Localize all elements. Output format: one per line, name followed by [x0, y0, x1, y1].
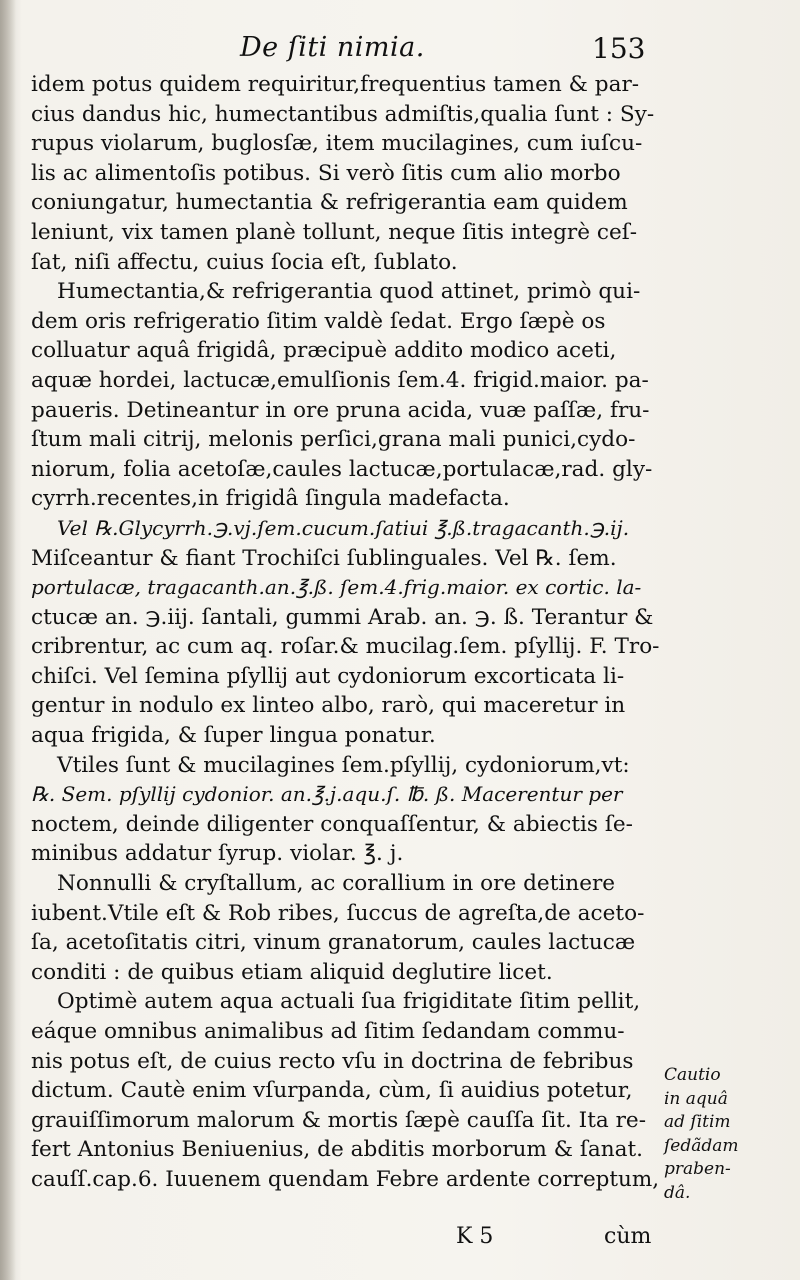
text-line: eáque omnibus animalibus ad ſitim ſedandam commu-	[31, 1019, 625, 1044]
marginal-note-line: Cautio	[664, 1065, 721, 1085]
text-line: cius dandus hic, humectantibus admiſtis,qualia ſunt : Sy-	[31, 101, 655, 127]
marginal-note-line: in aquâ	[664, 1088, 728, 1109]
text-line: noctem, deinde diligenter conquaſſentur, & abiectis ſe-	[31, 811, 633, 837]
paragraph-start-line: Nonnulli & cryſtallum, ac corallium in ore detinere	[57, 871, 616, 897]
text-line: cauſſ.cap.6. Iuuenem quendam Febre ardente correptum,	[31, 1166, 660, 1192]
text-line: gentur in nodulo ex linteo albo, rarò, qui maceretur in	[31, 693, 626, 719]
page-gutter-shadow	[0, 0, 16, 1280]
text-line: ſat, niſi affectu, cuius ſocia eſt, ſublato.	[31, 249, 458, 275]
text-line: fert Antonius Beniuenius, de abditis morborum & ſanat.	[31, 1137, 644, 1163]
text-line: lis ac alimentoſis potibus. Si verò ſitis cum alio morbo	[31, 160, 621, 186]
catchword: cùm	[604, 1224, 652, 1249]
text-line: paueris. Detineantur in ore pruna acida, vuæ paſſæ, fru-	[31, 397, 650, 423]
text-line: dictum. Cautè enim vſurpanda, cùm, ſi auidius potetur,	[31, 1078, 633, 1104]
text-line: aquæ hordei, lactucæ,emulſionis ſem.4. frigid.maior. pa-	[31, 367, 649, 393]
text-line: conditi : de quibus etiam aliquid deglutire licet.	[31, 959, 553, 985]
text-line: iubent.Vtile eſt & Rob ribes, ſuccus de agreſta,de aceto-	[31, 900, 645, 926]
body-text	[31, 70, 659, 1195]
running-title: De ſiti nimia.	[240, 32, 425, 63]
paragraph-start-line: Humectantia,& refrigerantia quod attinet, primò qui-	[57, 279, 641, 305]
text-line: ſa, acetoſitatis citri, vinum granatorum, caules lactucæ	[31, 930, 636, 956]
text-line: grauiſſimorum malorum & mortis ſæpè cauſſa ſit. Ita re-	[31, 1107, 647, 1133]
text-line: leniunt, vix tamen planè tollunt, neque ſitis integrè ceſ-	[31, 219, 638, 245]
text-line: niorum, folia acetoſæ,caules lactucæ,portulacæ,rad. gly-	[31, 456, 653, 482]
paragraph-start-line: Optimè autem aqua actuali ſua frigiditate ſitim pellit,	[57, 989, 641, 1015]
text-line: chiſci. Vel ſemina pſyllij aut cydoniorum excorticata li-	[31, 663, 625, 689]
recipe-line: Vel ℞.Glycyrrh.℈.vj.ſem.cucum.ſatiui ℥.ß.tragacanth.℈.ij.	[57, 515, 630, 540]
text-line: coniungatur, humectantia & refrigerantia eam quidem	[31, 190, 628, 216]
page-footer	[0, 1224, 800, 1258]
text-line: nis potus eſt, de cuius recto vſu in doctrina de febribus	[31, 1048, 634, 1074]
marginal-note-line: ſedãdam	[664, 1135, 739, 1156]
marginal-note	[664, 1064, 784, 1205]
text-line: cyrrh.recentes,in frigidâ ſingula madefacta.	[31, 486, 510, 512]
recipe-line: ℞. Sem. pſyllij cydonior. an.℥.j.aqu.ſ. ℔. ß. Macerentur per	[31, 782, 623, 807]
text-line: colluatur aquâ frigidâ, præcipuè addito modico aceti,	[31, 338, 617, 364]
text-line: aqua frigida, & ſuper lingua ponatur.	[31, 723, 436, 749]
text-line: Miſceantur & fiant Trochiſci ſublinguales. Vel ℞. ſem.	[31, 545, 617, 571]
page-number: 153	[592, 32, 646, 65]
marginal-note-line: ad ſitim	[664, 1112, 731, 1132]
text-line: ſtum mali citrij, melonis perſici,grana mali punici,cydo-	[31, 427, 636, 453]
recipe-line: portulacæ, tragacanth.an.℥.ß. ſem.4.frig.maior. ex cortic. la-	[31, 575, 642, 600]
marginal-note-line: praben-	[664, 1159, 731, 1179]
text-line: cribrentur, ac cum aq. roſar.& mucilag.ſem. pſyllij. F. Tro-	[31, 634, 660, 660]
paragraph-start-line: Vtiles ſunt & mucilagines ſem.pſyllij, cydoniorum,vt:	[57, 752, 630, 778]
text-line: rupus violarum, buglosſæ, item mucilagines, cum iuſcu-	[31, 131, 643, 157]
marginal-note-line: dâ.	[664, 1182, 691, 1203]
page-header	[0, 30, 800, 70]
text-line: idem potus quidem requiritur,frequentius tamen & par-	[31, 72, 640, 97]
signature-mark: K 5	[456, 1224, 494, 1249]
text-line: minibus addatur ſyrup. violar. ℥. j.	[31, 841, 404, 867]
text-line: dem oris refrigeratio ſitim valdè ſedat. Ergo ſæpè os	[31, 308, 606, 334]
text-line: ctucæ an. ℈.iij. ſantali, gummi Arab. an. ℈. ß. Terantur &	[31, 604, 654, 630]
